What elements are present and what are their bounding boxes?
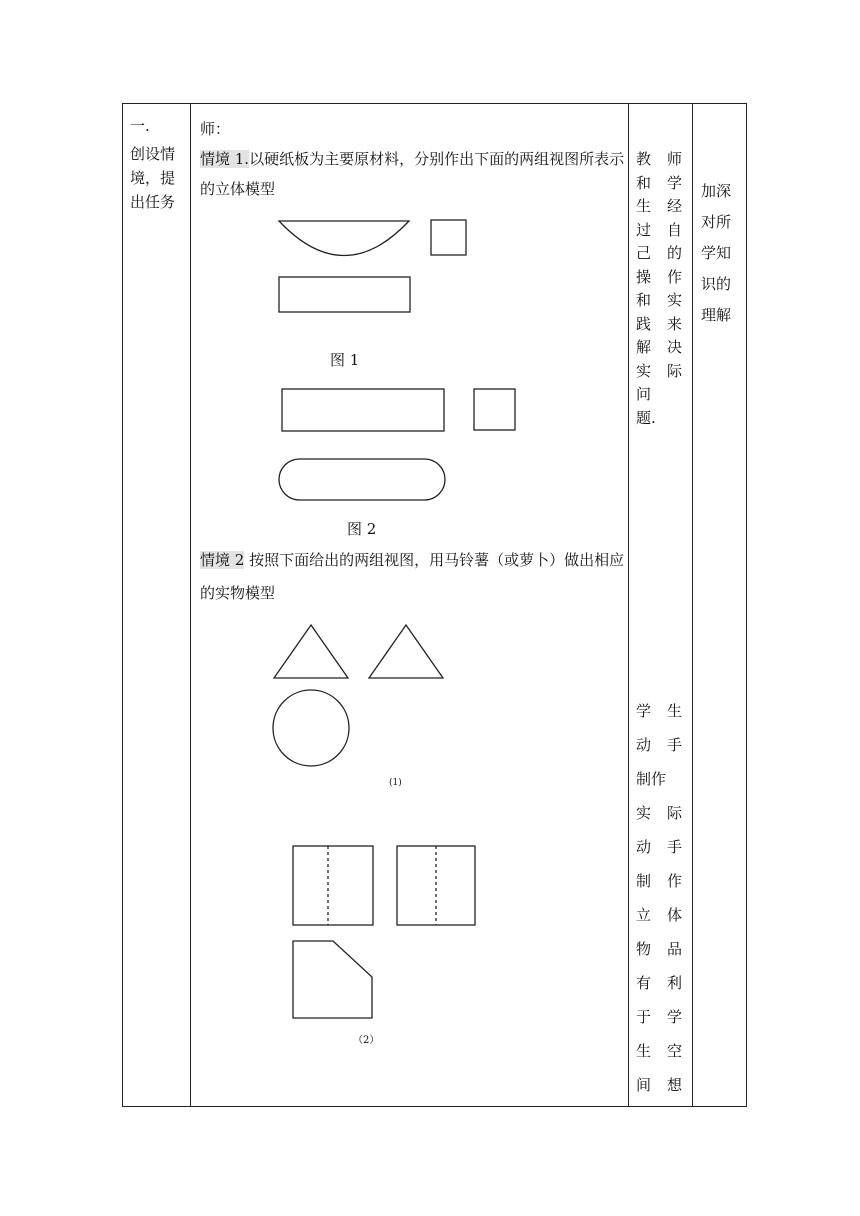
student-activity bbox=[636, 694, 698, 1102]
teacher-student-activity bbox=[636, 148, 698, 430]
activity-char: 立 bbox=[636, 906, 652, 924]
activity-char: 来 bbox=[667, 314, 683, 333]
activity-char bbox=[667, 383, 698, 430]
intent-line: 对所 bbox=[701, 213, 732, 231]
intent-line: 加深 bbox=[701, 182, 732, 200]
stage-title-line: 出任务 bbox=[130, 193, 176, 211]
intent-line: 理解 bbox=[701, 306, 732, 324]
activity-char: 师 bbox=[667, 150, 683, 168]
intent-line: 识的 bbox=[701, 275, 732, 293]
activity-char: 空 bbox=[667, 1042, 683, 1060]
sub-figure1-caption: (1) bbox=[389, 778, 402, 788]
activity-char: 制 bbox=[636, 872, 652, 890]
activity-char: 利 bbox=[667, 974, 683, 992]
activity-char: 有 bbox=[636, 974, 652, 992]
scene1-paragraph bbox=[200, 144, 625, 204]
activity-char: 学 bbox=[667, 173, 683, 192]
activity-char: 生 bbox=[667, 702, 683, 720]
activity-char: 际 bbox=[667, 804, 683, 822]
scene1-text: 以硬纸板为主要原材料，分别作出下面的两组视图所表示的立体模型 bbox=[200, 150, 625, 198]
activity-char: 手 bbox=[667, 736, 683, 754]
activity-char: 操 bbox=[636, 267, 652, 286]
stage-number: 一. bbox=[130, 117, 150, 135]
activity-char: 实 bbox=[636, 804, 652, 822]
figure1-caption: 图 1 bbox=[330, 351, 360, 369]
intent-column bbox=[701, 176, 745, 331]
figure2-caption: 图 2 bbox=[347, 520, 377, 538]
content-column bbox=[200, 114, 625, 204]
activity-char: 于 bbox=[636, 1008, 652, 1026]
activity-char: 手 bbox=[667, 838, 683, 856]
activity-char bbox=[667, 762, 698, 796]
activity-char: 和 bbox=[636, 173, 652, 192]
activity-char: 作 bbox=[667, 267, 683, 286]
scene1-label: 情境 1. bbox=[200, 150, 250, 168]
scene2-text: 按照下面给出的两组视图，用马铃薯（或萝卜）做出相应的实物模型 bbox=[200, 551, 625, 602]
teacher-label: 师： bbox=[200, 120, 231, 138]
activity-char: 体 bbox=[667, 906, 683, 924]
activity-char: 问题. bbox=[636, 385, 656, 427]
activity-char: 的 bbox=[667, 244, 683, 262]
activity-char: 物 bbox=[636, 940, 652, 958]
activity-char: 学 bbox=[636, 702, 652, 720]
activity-char: 制作 bbox=[636, 770, 667, 788]
sub-figure2-caption: （2） bbox=[353, 1035, 380, 1046]
activity-char: 作 bbox=[667, 872, 683, 890]
activity-char: 间 bbox=[636, 1076, 652, 1094]
activity-char: 过 bbox=[636, 220, 652, 239]
activity-char: 生 bbox=[636, 1042, 652, 1060]
activity-char: 经 bbox=[667, 197, 683, 215]
column-divider bbox=[628, 104, 629, 1106]
intent-line: 学知 bbox=[701, 244, 732, 262]
activity-char: 生 bbox=[636, 197, 652, 215]
activity-char: 自 bbox=[667, 220, 683, 239]
activity-char: 动 bbox=[636, 736, 652, 754]
activity-char: 实 bbox=[636, 361, 652, 380]
lesson-table bbox=[122, 103, 747, 1107]
stage-title-line: 创设情 bbox=[130, 145, 176, 163]
activity-char: 动 bbox=[636, 838, 652, 856]
scene2-label: 情境 2 bbox=[200, 551, 245, 569]
stage-column bbox=[130, 114, 188, 214]
activity-char: 践 bbox=[636, 314, 652, 333]
activity-char: 想 bbox=[667, 1076, 683, 1094]
stage-title-line: 境，提 bbox=[130, 169, 176, 187]
column-divider bbox=[190, 104, 191, 1106]
activity-char: 际 bbox=[667, 361, 683, 380]
scene2-paragraph bbox=[200, 544, 625, 610]
activity-char: 决 bbox=[667, 338, 683, 356]
activity-char: 实 bbox=[667, 291, 683, 309]
activity-char: 己 bbox=[636, 244, 652, 262]
activity-char: 品 bbox=[667, 940, 683, 958]
activity-char: 和 bbox=[636, 291, 652, 309]
activity-char: 学 bbox=[667, 1008, 683, 1026]
activity-char: 解 bbox=[636, 338, 652, 356]
activity-char: 教 bbox=[636, 150, 652, 168]
